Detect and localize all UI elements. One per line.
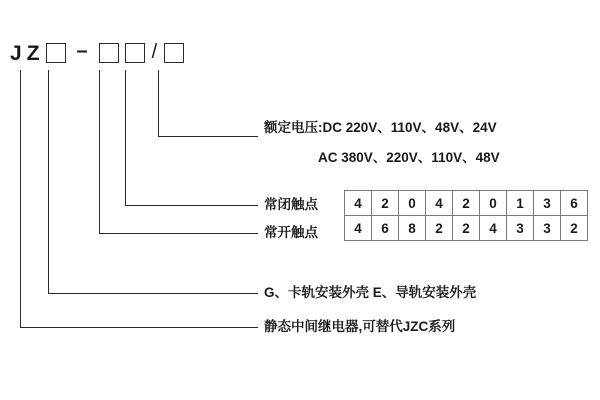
label-series: 静态中间继电器,可替代JZC系列 — [264, 319, 456, 334]
table-cell: 2 — [453, 191, 480, 216]
table-cell: 3 — [507, 216, 534, 241]
table-cell: 6 — [561, 191, 588, 216]
code-box-4 — [164, 43, 184, 63]
leader-line-voltage-horizontal — [158, 136, 258, 137]
leader-line-series-vertical — [20, 70, 21, 327]
label-enclosure: G、卡轨安装外壳 E、导轨安装外壳 — [264, 285, 477, 300]
table-cell: 0 — [399, 191, 426, 216]
table-cell: 4 — [480, 216, 507, 241]
leader-line-no-vertical — [99, 70, 100, 233]
contacts-table — [344, 190, 588, 241]
table-cell: 2 — [561, 216, 588, 241]
table-cell: 2 — [453, 216, 480, 241]
table-cell: 2 — [426, 216, 453, 241]
table-cell: 1 — [507, 191, 534, 216]
table-cell: 3 — [534, 191, 561, 216]
leader-line-enclosure-vertical — [48, 70, 49, 293]
label-normally-open: 常开触点 — [264, 225, 318, 240]
table-cell: 4 — [345, 191, 372, 216]
leader-line-nc-horizontal — [125, 205, 258, 206]
label-normally-closed: 常闭触点 — [264, 197, 318, 212]
label-rated-voltage-line1: 额定电压:DC 220V、110V、48V、24V — [264, 120, 497, 135]
table-cell: 0 — [480, 191, 507, 216]
contacts-table-body — [345, 191, 588, 241]
table-cell: 4 — [426, 191, 453, 216]
code-slash: / — [151, 41, 158, 63]
code-letter-j: J — [10, 41, 23, 65]
code-box-2 — [99, 43, 119, 63]
code-box-3 — [125, 43, 145, 63]
leader-line-series-horizontal — [20, 327, 258, 328]
table-cell: 4 — [345, 216, 372, 241]
leader-line-voltage-vertical — [158, 70, 159, 136]
model-code-row — [8, 36, 187, 70]
table-row — [345, 216, 588, 241]
leader-line-no-horizontal — [99, 233, 258, 234]
leader-line-nc-vertical — [125, 70, 126, 205]
code-dash: – — [76, 40, 88, 62]
table-cell: 3 — [534, 216, 561, 241]
table-cell: 6 — [372, 216, 399, 241]
code-letter-z: Z — [26, 41, 41, 65]
label-rated-voltage-line2: AC 380V、220V、110V、48V — [318, 150, 500, 165]
table-cell: 2 — [372, 191, 399, 216]
leader-line-enclosure-horizontal — [48, 293, 258, 294]
code-box-1 — [46, 43, 66, 63]
table-row — [345, 191, 588, 216]
table-cell: 8 — [399, 216, 426, 241]
